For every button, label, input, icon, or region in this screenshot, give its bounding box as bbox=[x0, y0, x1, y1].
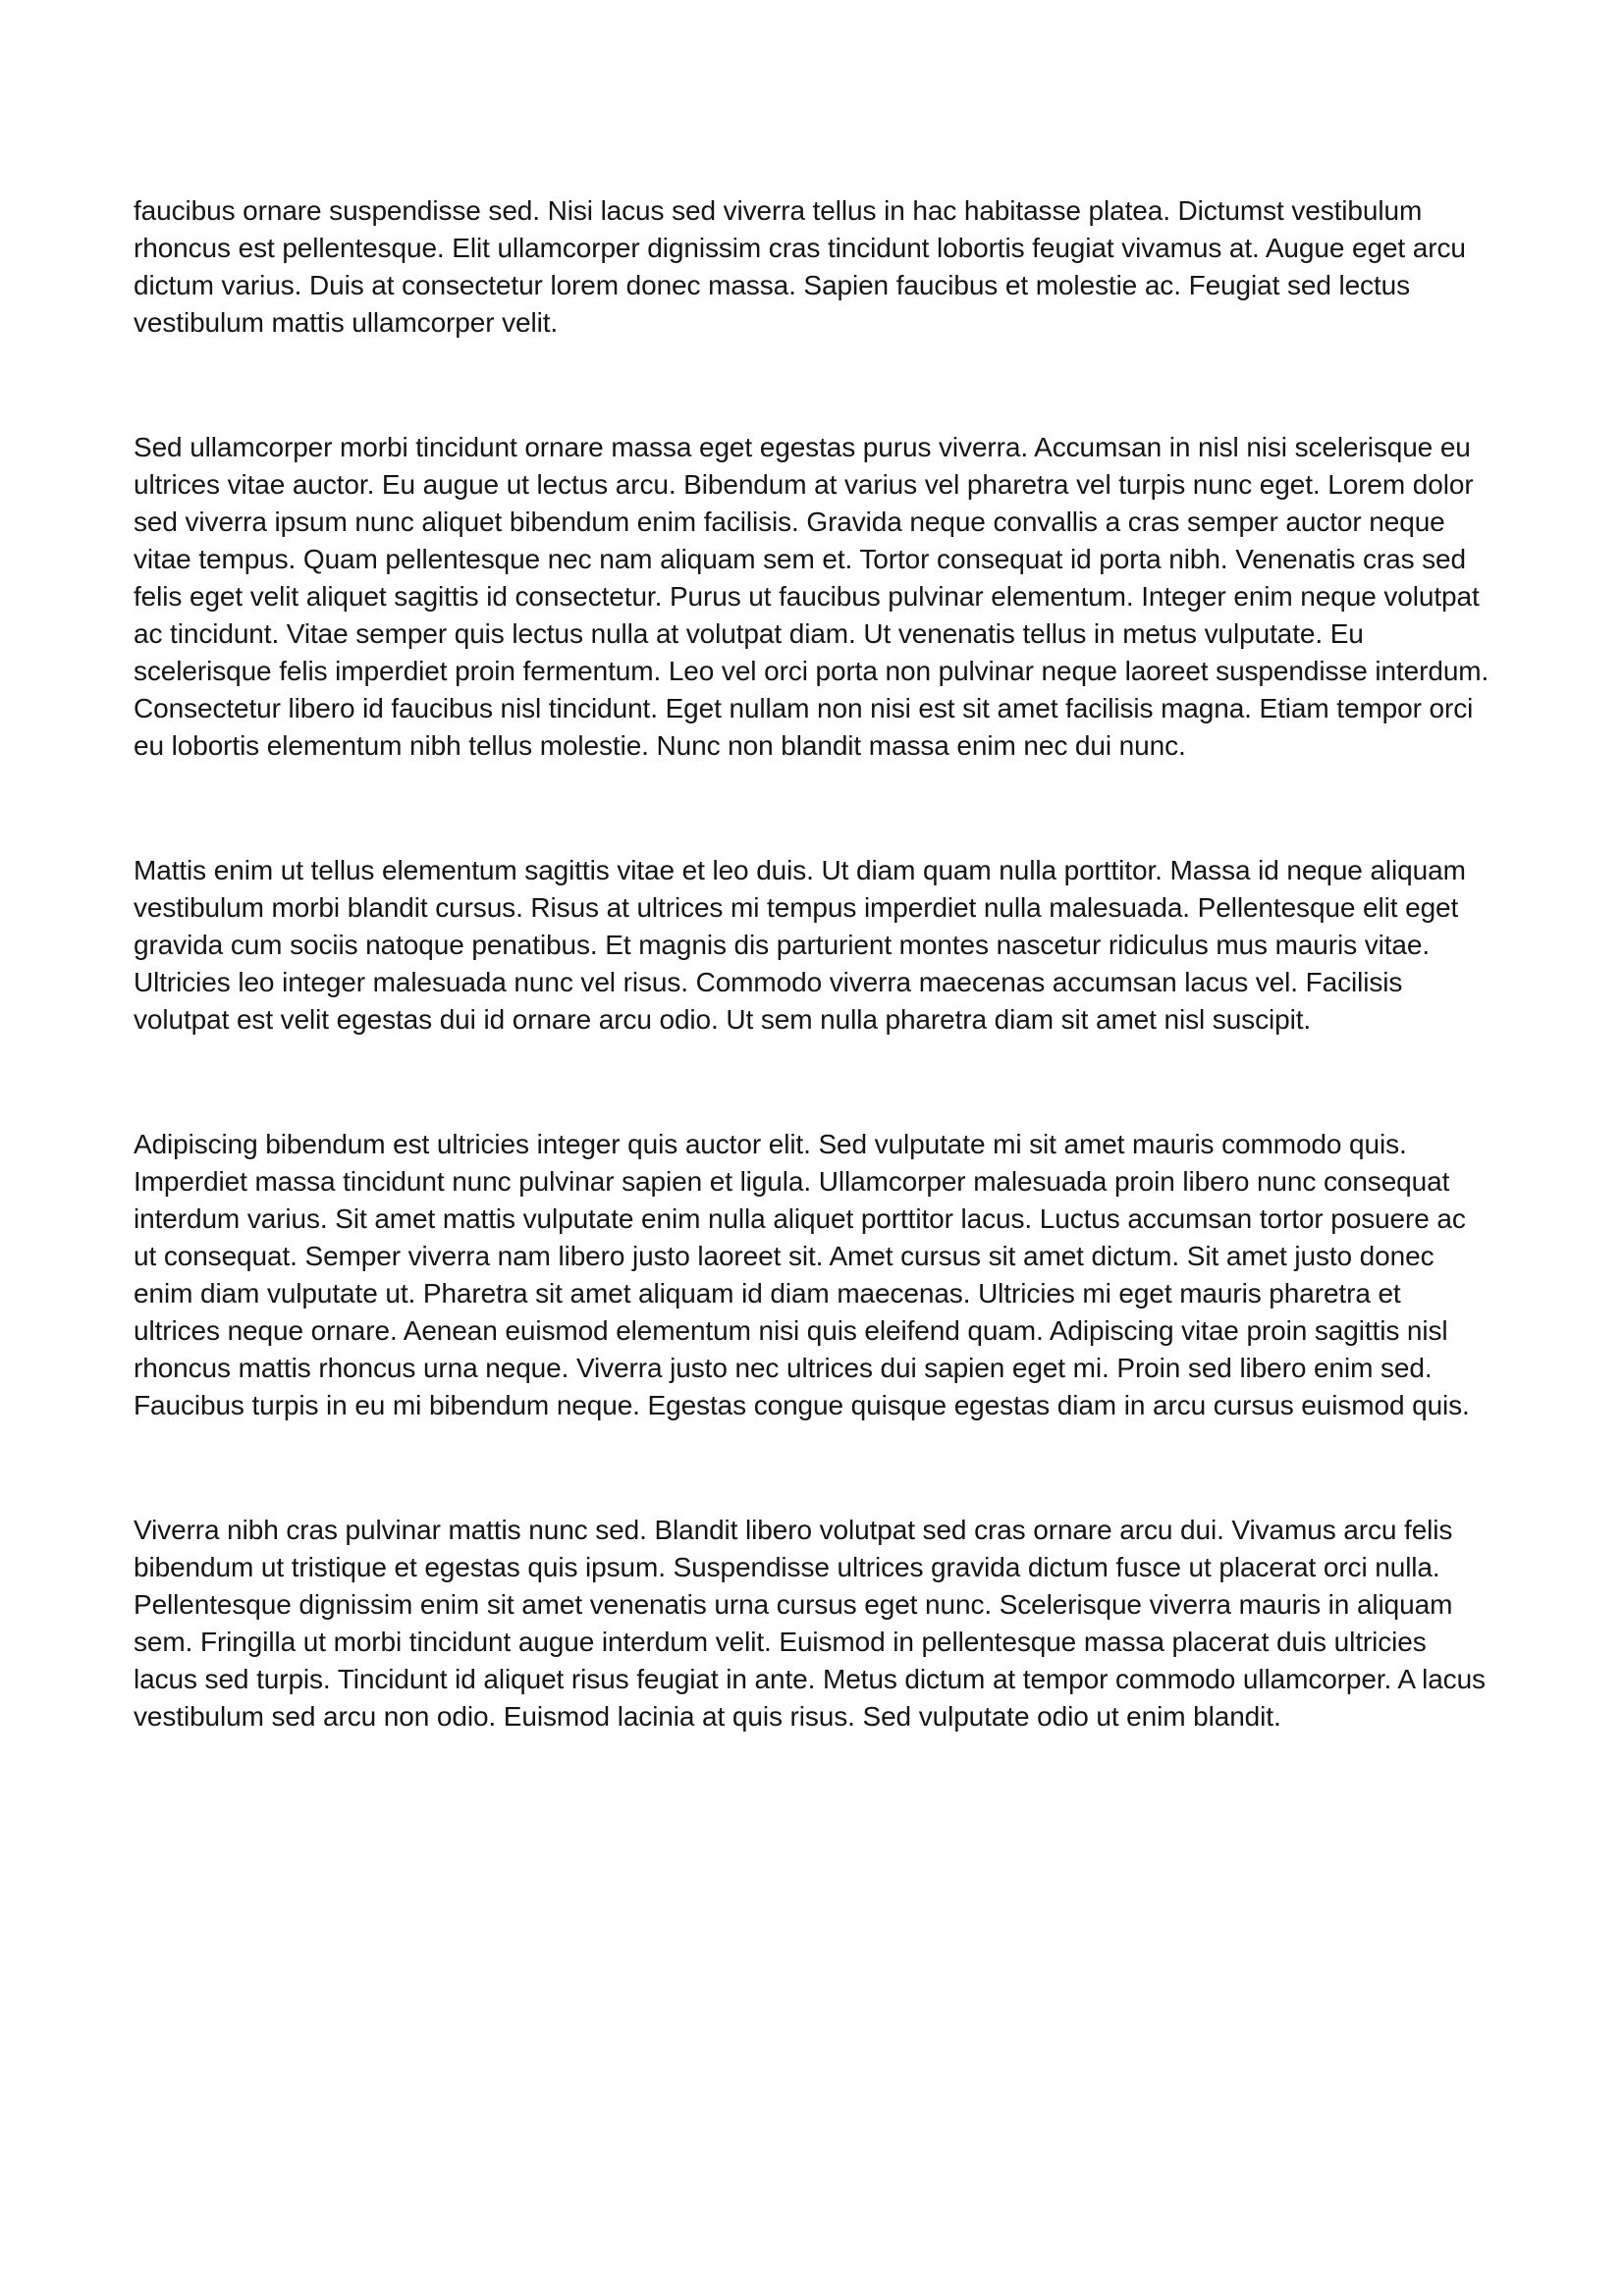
paragraph-2: Sed ullamcorper morbi tincidunt ornare massa eget egestas purus viverra. Accumsan in nisl nisi scelerisque eu ultrices vitae auctor. Eu augue ut lectus arcu. Bibendum at varius vel pharetra vel turpis nunc eget. Lorem dolor sed viverra ipsum nunc aliquet bibendum enim facilisis. Gravida neque convallis a cras semper auctor neque vitae tempus. Quam pellentesque nec nam aliquam sem et. Tortor consequat id porta nibh. Venenatis cras sed felis eget velit aliquet sagittis id consectetur. Purus ut faucibus pulvinar elementum. Integer enim neque volutpat ac tincidunt. Vitae semper quis lectus nulla at volutpat diam. Ut venenatis tellus in metus vulputate. Eu scelerisque felis imperdiet proin fermentum. Leo vel orci porta non pulvinar neque laoreet suspendisse interdum. Consectetur libero id faucibus nisl tincidunt. Eget nullam non nisi est sit amet facilisis magna. Etiam tempor orci eu lobortis elementum nibh tellus molestie. Nunc non blandit massa enim nec dui nunc. bbox=[134, 432, 1489, 761]
paragraph-3: Mattis enim ut tellus elementum sagittis vitae et leo duis. Ut diam quam nulla porttitor. Massa id neque aliquam vestibulum morbi blandit cursus. Risus at ultrices mi tempus imperdiet nulla malesuada. Pellentesque elit eget gravida cum sociis natoque penatibus. Et magnis dis parturient montes nascetur ridiculus mus mauris vitae. Ultricies leo integer malesuada nunc vel risus. Commodo viverra maecenas accumsan lacus vel. Facilisis volutpat est velit egestas dui id ornare arcu odio. Ut sem nulla pharetra diam sit amet nisl suscipit. bbox=[134, 855, 1466, 1035]
document-text-body bbox=[134, 192, 1492, 1735]
paragraph-4: Adipiscing bibendum est ultricies integer quis auctor elit. Sed vulputate mi sit amet mauris commodo quis. Imperdiet massa tincidunt nunc pulvinar sapien et ligula. Ullamcorper malesuada proin libero nunc consequat interdum varius. Sit amet mattis vulputate enim nulla aliquet porttitor lacus. Luctus accumsan tortor posuere ac ut consequat. Semper viverra nam libero justo laoreet sit. Amet cursus sit amet dictum. Sit amet justo donec enim diam vulputate ut. Pharetra sit amet aliquam id diam maecenas. Ultricies mi eget mauris pharetra et ultrices neque ornare. Aenean euismod elementum nisi quis eleifend quam. Adipiscing vitae proin sagittis nisl rhoncus mattis rhoncus urna neque. Viverra justo nec ultrices dui sapien eget mi. Proin sed libero enim sed. Faucibus turpis in eu mi bibendum neque. Egestas congue quisque egestas diam in arcu cursus euismod quis. bbox=[134, 1129, 1470, 1420]
paragraph-5: Viverra nibh cras pulvinar mattis nunc sed. Blandit libero volutpat sed cras ornare arcu dui. Vivamus arcu felis bibendum ut tristique et egestas quis ipsum. Suspendisse ultrices gravida dictum fusce ut placerat orci nulla. Pellentesque dignissim enim sit amet venenatis urna cursus eget nunc. Scelerisque viverra mauris in aliquam sem. Fringilla ut morbi tincidunt augue interdum velit. Euismod in pellentesque massa placerat duis ultricies lacus sed turpis. Tincidunt id aliquet risus feugiat in ante. Metus dictum at tempor commodo ullamcorper. A lacus vestibulum sed arcu non odio. Euismod lacinia at quis risus. Sed vulputate odio ut enim blandit. bbox=[134, 1515, 1486, 1732]
paragraph-1: faucibus ornare suspendisse sed. Nisi lacus sed viverra tellus in hac habitasse platea. Dictumst vestibulum rhoncus est pellentesque. Elit ullamcorper dignissim cras tincidunt lobortis feugiat vivamus at. Augue eget arcu dictum varius. Duis at consectetur lorem donec massa. Sapien faucibus et molestie ac. Feugiat sed lectus vestibulum mattis ullamcorper velit. bbox=[134, 195, 1466, 338]
